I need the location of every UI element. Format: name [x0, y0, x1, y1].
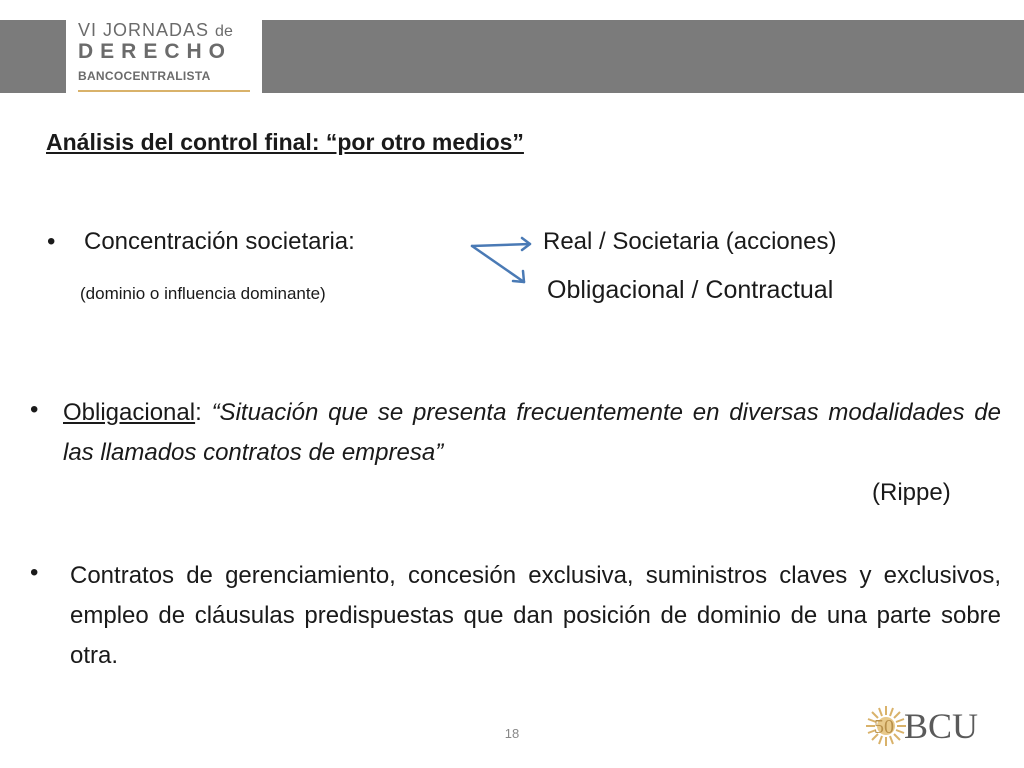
branch-arrows-icon — [468, 232, 538, 292]
bullet1-label: Concentración societaria: — [84, 228, 355, 255]
logo-line2: DERECHO — [78, 40, 233, 63]
option-real-societaria: Real / Societaria (acciones) — [543, 228, 837, 255]
bullet2-term: Obligacional — [63, 399, 196, 426]
event-logo — [66, 16, 262, 98]
svg-text:50: 50 — [874, 716, 894, 738]
logo-rule — [78, 90, 250, 92]
bullet2-quote: “Situación que se presenta frecuentemente en diversas modalidades de las llamados contratos de empresa” — [63, 399, 1001, 466]
bullet-marker: • — [30, 559, 39, 586]
bullet2-citation: (Rippe) — [872, 479, 951, 506]
bullet1-subtext: (dominio o influencia dominante) — [80, 284, 326, 303]
bullet3-paragraph: Contratos de gerenciamiento, concesión exclusiva, suministros claves y exclusivos, empleo de cláusulas predispuestas que dan posición de dominio de una parte sobre otra. — [70, 562, 1001, 669]
bullet-marker: • — [30, 396, 39, 423]
page-number: 18 — [504, 726, 520, 741]
logo-line1: VI JORNADAS de — [78, 20, 233, 40]
bullet2-paragraph: Obligacional: “Situación que se presenta frecuentemente en diversas modalidades de las llamados contratos de empresa” — [63, 399, 1001, 466]
option-obligacional: Obligacional / Contractual — [547, 276, 834, 304]
bcu-logo-text: BCU — [904, 706, 979, 746]
logo-line3: BANCOCENTRALISTA — [78, 69, 211, 83]
slide-title: Análisis del control final: “por otro medios” — [46, 129, 524, 155]
bullet-marker: • — [47, 228, 56, 255]
